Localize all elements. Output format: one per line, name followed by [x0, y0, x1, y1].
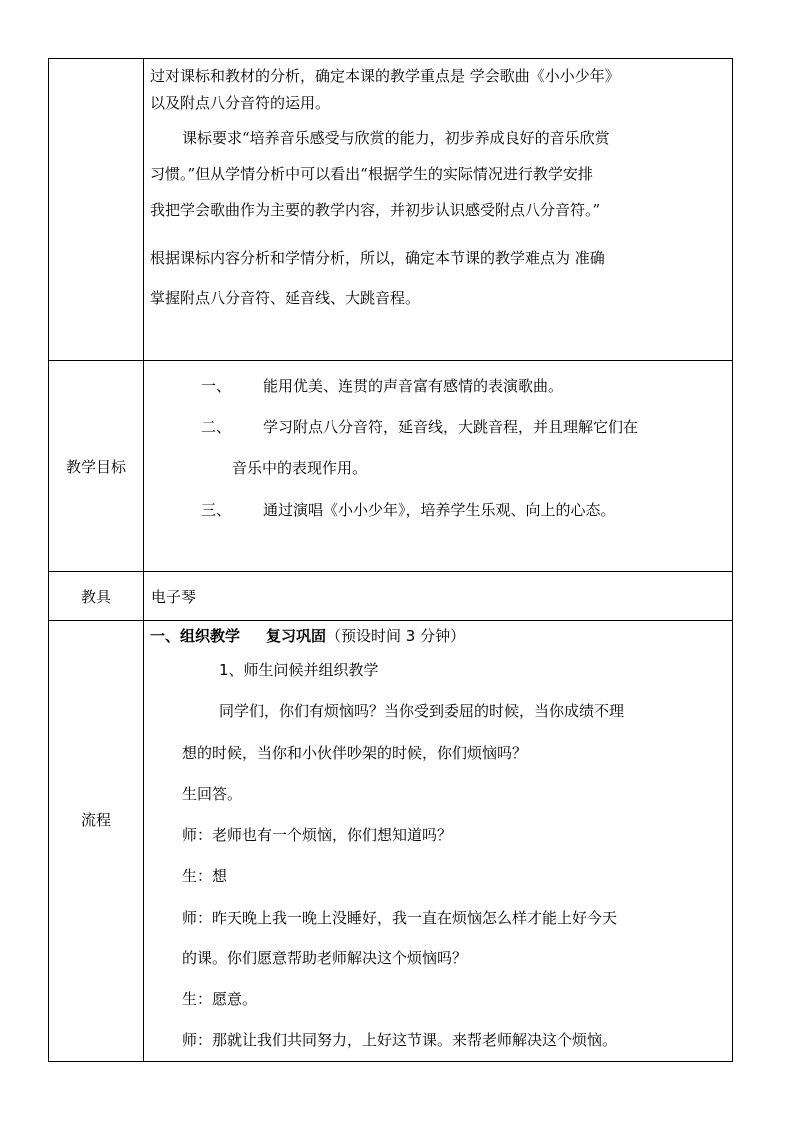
- goal-number: 一、: [201, 377, 232, 395]
- analysis-line: 掌握附点八分音符、延音线、大跳音程。: [150, 289, 421, 307]
- tools-value: [144, 572, 733, 621]
- goals-content: [144, 361, 733, 572]
- goal-text-continued: 音乐中的表现作用。: [232, 459, 368, 477]
- process-line: 生回答。: [182, 785, 243, 803]
- goals-label: 教学目标: [49, 361, 144, 572]
- analysis-line: 过对课标和教材的分析，确定本课的教学重点是 学会歌曲《小小少年》: [150, 67, 620, 85]
- process-line: 想的时候，当你和小伙伴吵架的时候，你们烦恼吗？: [182, 744, 528, 762]
- goal-text: 学习附点八分音符，延音线，大跳音程，并且理解它们在: [263, 418, 639, 436]
- process-heading-main: 一、组织教学: [150, 627, 241, 645]
- goal-number: 二、: [201, 418, 232, 436]
- process-line: 生：愿意。: [182, 990, 258, 1008]
- process-line: 师：老师也有一个烦恼，你们想知道吗？: [182, 826, 453, 844]
- process-line: 师：那就让我们共同努力，上好这节课。来帮老师解决这个烦恼。: [182, 1031, 618, 1049]
- goal-number: 三、: [201, 501, 232, 519]
- process-step: 1、师生问候并组织教学: [219, 661, 379, 679]
- goal-text: 能用优美、连贯的声音富有感情的表演歌曲。: [263, 377, 564, 395]
- process-content: [144, 621, 733, 1062]
- analysis-content: [144, 59, 733, 361]
- analysis-row: [49, 59, 733, 361]
- process-line: 的课。你们愿意帮助老师解决这个烦恼吗？: [182, 949, 468, 967]
- analysis-line: 习惯。”但从学情分析中可以看出“根据学生的实际情况进行教学安排: [150, 165, 593, 183]
- process-line: 生：想: [182, 867, 228, 885]
- tools-row: [49, 572, 733, 621]
- goal-text: 通过演唱《小小少年》，培养学生乐观、向上的心态。: [263, 501, 616, 519]
- process-heading-sub: 复习巩固: [266, 627, 327, 645]
- process-line: 同学们，你们有烦恼吗？当你受到委屈的时候，当你成绩不理: [219, 702, 625, 720]
- analysis-line: 以及附点八分音符的运用。: [150, 94, 331, 112]
- goals-row: [49, 361, 733, 572]
- analysis-line: 根据课标内容分析和学情分析，所以，确定本节课的教学难点为 准确: [150, 249, 605, 267]
- process-line: 师：昨天晚上我一晚上没睡好，我一直在烦恼怎么样才能上好今天: [182, 909, 618, 927]
- process-label: 流程: [49, 621, 144, 1062]
- tools-value-text: 电子琴: [151, 587, 197, 606]
- process-row: [49, 621, 733, 1062]
- analysis-label: [49, 59, 144, 361]
- tools-label: 教具: [49, 572, 144, 621]
- analysis-line: 我把学会歌曲作为主要的教学内容，并初步认识感受附点八分音符。”: [150, 201, 601, 219]
- process-heading: [150, 625, 465, 646]
- analysis-line: 课标要求“培养音乐感受与欣赏的能力，初步养成良好的音乐欣赏: [182, 129, 610, 147]
- lesson-plan-table: [48, 58, 733, 1062]
- process-heading-note: （预设时间 3 分钟）: [326, 627, 466, 645]
